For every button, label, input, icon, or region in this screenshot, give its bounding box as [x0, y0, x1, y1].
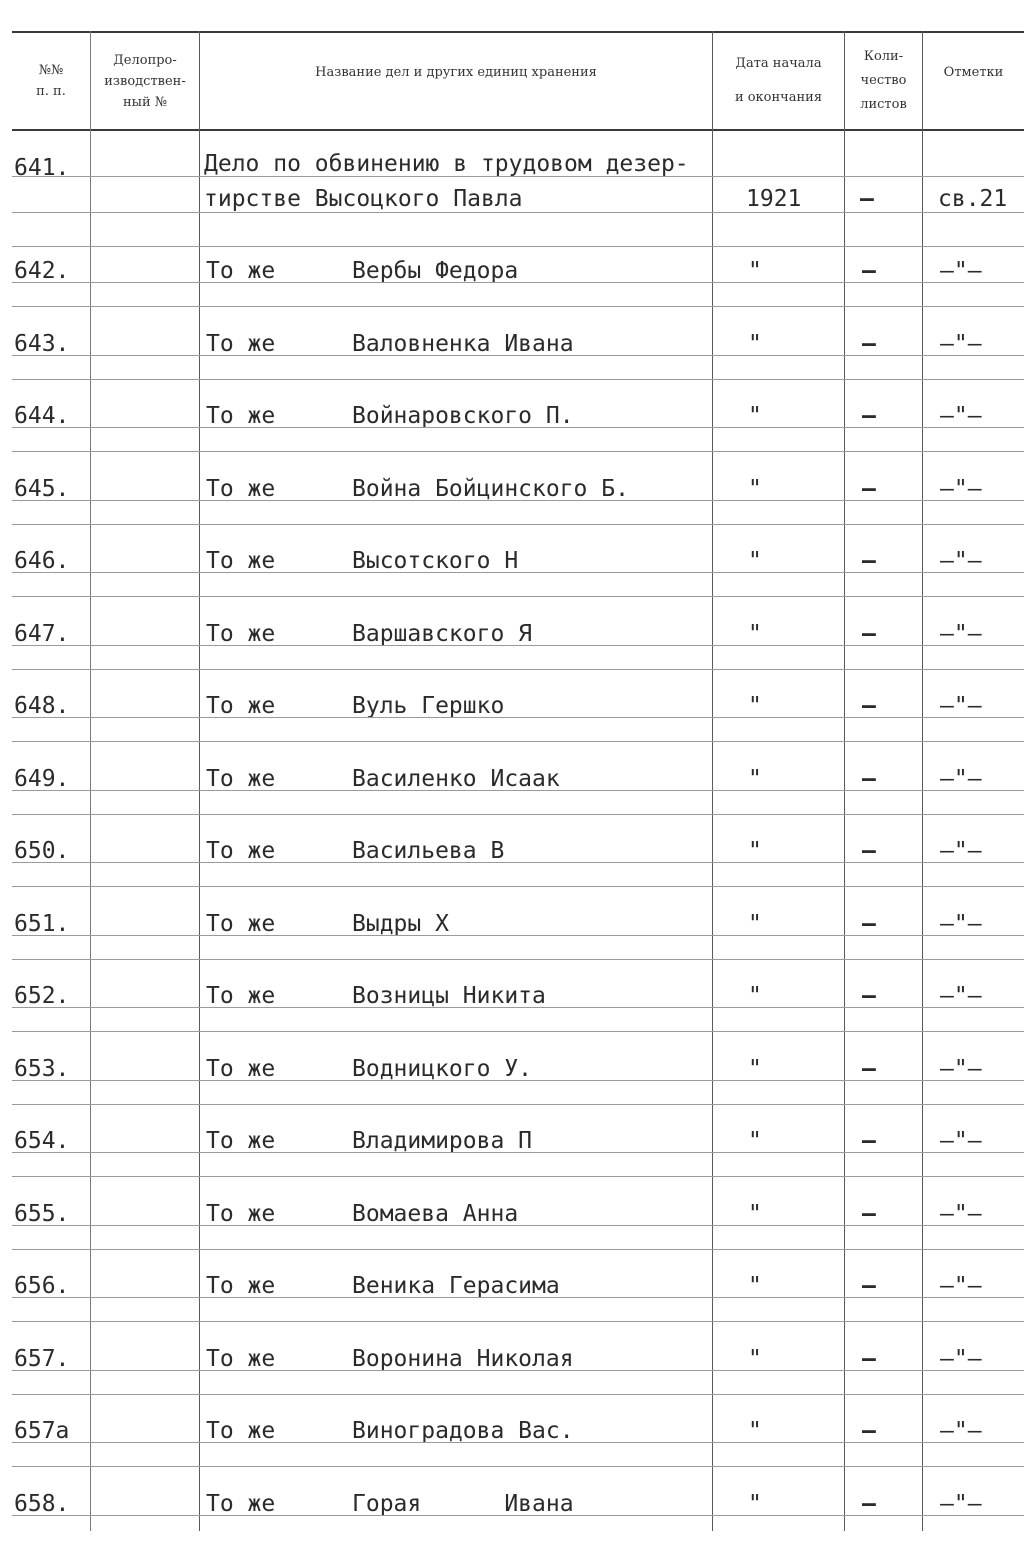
row-notes: –"–: [940, 331, 982, 357]
row-notes: –"–: [940, 621, 982, 647]
row-date: ": [748, 693, 762, 719]
row-date: ": [748, 911, 762, 937]
row-rule: [12, 1031, 1024, 1032]
row-number: 650.: [14, 838, 70, 864]
row-date: ": [748, 476, 762, 502]
header-sheets-line: чество: [860, 73, 907, 88]
row-number: 641.: [14, 155, 70, 181]
column-rule: [844, 31, 845, 1531]
row-number: 651.: [14, 911, 70, 937]
row-sheets: –: [862, 911, 876, 937]
row-label: То же: [206, 258, 276, 284]
row-rule: [12, 1321, 1024, 1322]
row-name: Веника Герасима: [352, 1273, 560, 1299]
row-sheets: –: [862, 1056, 876, 1082]
row-rule: [12, 282, 1024, 283]
row-number: 642.: [14, 258, 70, 284]
row-notes: –"–: [940, 1273, 982, 1299]
row-sheets: –: [862, 258, 876, 284]
row-date: ": [748, 766, 762, 792]
row-rule: [12, 1176, 1024, 1177]
row-number: 643.: [14, 331, 70, 357]
row-rule: [12, 741, 1024, 742]
row-label: То же: [206, 766, 276, 792]
row-label: То же: [206, 1128, 276, 1154]
header-office-num-line: ный №: [122, 94, 168, 110]
header-office-num-line: Делопро-: [113, 52, 177, 68]
row-sheets: –: [862, 621, 876, 647]
row-notes: –"–: [940, 766, 982, 792]
row-name: Воронина Николая: [352, 1346, 574, 1372]
header-dates-line: Дата начала: [735, 56, 822, 71]
row-sheets: –: [862, 331, 876, 357]
row-label: То же: [206, 1273, 276, 1299]
row-name: Вербы Федора: [352, 258, 519, 284]
header-sheets-line: Коли-: [863, 49, 904, 64]
row-notes: –"–: [940, 1056, 982, 1082]
row-rule: [12, 1394, 1024, 1395]
row-sheets: –: [862, 838, 876, 864]
row-rule: [12, 1297, 1024, 1298]
row-rule: [12, 645, 1024, 646]
row-label: То же: [206, 548, 276, 574]
row-rule: [12, 814, 1024, 815]
row-sheets: –: [862, 983, 876, 1009]
row-number: 657.: [14, 1346, 70, 1372]
header-sheets: [845, 33, 922, 129]
row-name: Вуль Гершко: [352, 693, 505, 719]
row-label: То же: [206, 1056, 276, 1082]
row-rule: [12, 176, 1024, 177]
row-sheets: –: [862, 476, 876, 502]
header-dates: [713, 33, 844, 129]
row-label: То же: [206, 403, 276, 429]
row-number: 658.: [14, 1491, 70, 1517]
row-date: ": [748, 331, 762, 357]
row-label: То же: [206, 983, 276, 1009]
row-number: 653.: [14, 1056, 70, 1082]
row-notes: –"–: [940, 258, 982, 284]
row-rule: [12, 1104, 1024, 1105]
row-rule: [12, 1080, 1024, 1081]
row-notes: –"–: [940, 1128, 982, 1154]
row-rule: [12, 212, 1024, 213]
row-notes: –"–: [940, 1201, 982, 1227]
row-rule: [12, 246, 1024, 247]
row-date: ": [748, 983, 762, 1009]
row-notes: –"–: [940, 476, 982, 502]
header-notes: [923, 24, 1024, 120]
header-notes-line: Отметки: [943, 64, 1004, 80]
row-sheets: –: [862, 1346, 876, 1372]
header-office-num: [91, 33, 199, 129]
row-notes: –"–: [940, 403, 982, 429]
row-sheets: –: [862, 766, 876, 792]
header-bottom-rule: [12, 129, 1024, 131]
row-name: Валовненка Ивана: [352, 331, 574, 357]
row-number: 647.: [14, 621, 70, 647]
row-label: То же: [206, 1491, 276, 1517]
row-rule: [12, 717, 1024, 718]
row-label: То же: [206, 1201, 276, 1227]
row-number: 656.: [14, 1273, 70, 1299]
row-number: 649.: [14, 766, 70, 792]
row-number: 644.: [14, 403, 70, 429]
header-title-line: Название дел и других единиц хранения: [315, 64, 597, 80]
row-date: ": [748, 1491, 762, 1517]
row-rule: [12, 451, 1024, 452]
column-rule: [712, 31, 713, 1531]
column-rule: [199, 31, 200, 1531]
row-rule: [12, 886, 1024, 887]
row-notes: –"–: [940, 1346, 982, 1372]
row-sheets: –: [862, 1418, 876, 1444]
row-sheets: –: [860, 186, 874, 212]
row-date: 1921: [746, 186, 802, 212]
row-name: Василенко Исаак: [352, 766, 560, 792]
header-sheets-line: листов: [860, 97, 907, 112]
row-date: ": [748, 1273, 762, 1299]
row-date: ": [748, 403, 762, 429]
row-sheets: –: [862, 403, 876, 429]
row-notes: –"–: [940, 911, 982, 937]
row-rule: [12, 935, 1024, 936]
row-rule: [12, 524, 1024, 525]
row-date: ": [748, 838, 762, 864]
row-label: То же: [206, 1418, 276, 1444]
row-label: То же: [206, 476, 276, 502]
row-rule: [12, 1007, 1024, 1008]
column-rule: [922, 31, 923, 1531]
row-title: Дело по обвинению в трудовом дезер-: [204, 151, 689, 177]
row-rule: [12, 379, 1024, 380]
row-name: Водницкого У.: [352, 1056, 533, 1082]
row-name: Возницы Никита: [352, 983, 546, 1009]
row-number: 652.: [14, 983, 70, 1009]
row-label: То же: [206, 331, 276, 357]
row-rule: [12, 1466, 1024, 1467]
header-num-line: п. п.: [36, 84, 66, 99]
header-dates-line: и окончания: [734, 90, 823, 105]
row-label: То же: [206, 621, 276, 647]
row-date: ": [748, 1418, 762, 1444]
row-date: ": [748, 1056, 762, 1082]
row-name: Васильева В: [352, 838, 505, 864]
row-rule: [12, 669, 1024, 670]
row-label: То же: [206, 911, 276, 937]
row-notes: –"–: [940, 548, 982, 574]
row-sheets: –: [862, 1128, 876, 1154]
row-rule: [12, 1152, 1024, 1153]
row-sheets: –: [862, 548, 876, 574]
header-office-num-line: изводствен-: [104, 73, 186, 89]
row-title: тирстве Высоцкого Павла: [204, 186, 523, 212]
row-notes: –"–: [940, 693, 982, 719]
row-name: Виноградова Вас.: [352, 1418, 574, 1444]
header-num: [12, 33, 90, 129]
row-rule: [12, 1370, 1024, 1371]
column-rule: [90, 31, 91, 1531]
row-rule: [12, 959, 1024, 960]
row-sheets: –: [862, 1201, 876, 1227]
row-date: ": [748, 258, 762, 284]
row-label: То же: [206, 838, 276, 864]
row-number: 654.: [14, 1128, 70, 1154]
row-date: ": [748, 548, 762, 574]
row-rule: [12, 572, 1024, 573]
row-rule: [12, 500, 1024, 501]
row-name: Горая Ивана: [352, 1491, 574, 1517]
row-number: 648.: [14, 693, 70, 719]
header-num-line: №№: [38, 63, 64, 78]
row-name: Выдры Х: [352, 911, 449, 937]
row-notes: –"–: [940, 1418, 982, 1444]
row-number: 645.: [14, 476, 70, 502]
row-rule: [12, 596, 1024, 597]
row-date: ": [748, 1128, 762, 1154]
row-date: ": [748, 1346, 762, 1372]
row-rule: [12, 355, 1024, 356]
row-rule: [12, 1515, 1024, 1516]
row-number: 655.: [14, 1201, 70, 1227]
row-name: Войнаровского П.: [352, 403, 574, 429]
row-sheets: –: [862, 1491, 876, 1517]
row-rule: [12, 306, 1024, 307]
row-number: 657а: [14, 1418, 70, 1444]
row-rule: [12, 1225, 1024, 1226]
row-name: Высотского Н: [352, 548, 519, 574]
header-title: [200, 24, 712, 120]
row-notes: –"–: [940, 1491, 982, 1517]
row-name: Владимирова П: [352, 1128, 533, 1154]
row-name: Вомаева Анна: [352, 1201, 519, 1227]
row-date: ": [748, 1201, 762, 1227]
row-rule: [12, 427, 1024, 428]
row-notes: –"–: [940, 838, 982, 864]
row-notes: –"–: [940, 983, 982, 1009]
row-rule: [12, 1249, 1024, 1250]
row-rule: [12, 1442, 1024, 1443]
row-rule: [12, 862, 1024, 863]
row-label: То же: [206, 693, 276, 719]
row-rule: [12, 790, 1024, 791]
row-date: ": [748, 621, 762, 647]
row-notes: св.21: [938, 186, 1008, 212]
row-name: Война Бойцинского Б.: [352, 476, 629, 502]
row-sheets: –: [862, 693, 876, 719]
row-label: То же: [206, 1346, 276, 1372]
row-sheets: –: [862, 1273, 876, 1299]
row-name: Варшавского Я: [352, 621, 533, 647]
row-number: 646.: [14, 548, 70, 574]
